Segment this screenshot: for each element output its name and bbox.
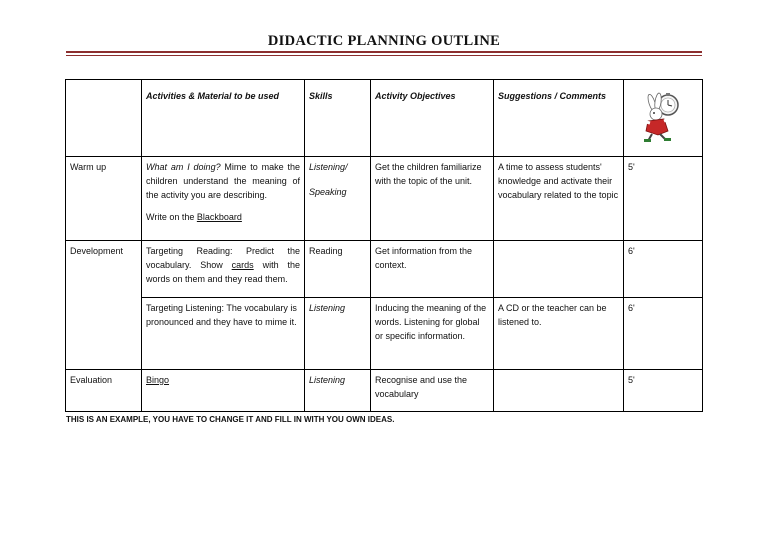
cards-link: cards (231, 260, 254, 270)
activity-cell (142, 241, 305, 298)
activity-text: Targeting Reading: Predict the vocabulary. Show (146, 246, 300, 270)
header-row (66, 80, 703, 157)
stage-label: Evaluation (66, 370, 142, 412)
white-rabbit-clock-icon (638, 91, 688, 143)
time-cell: 5' (624, 157, 703, 241)
time-cell: 6' (624, 298, 703, 370)
page-title: DIDACTIC PLANNING OUTLINE (267, 33, 501, 49)
title-rule-thin (66, 55, 702, 56)
stage-label: Warm up (66, 157, 142, 241)
table-row-development-listening (66, 298, 703, 370)
header-icon-cell (624, 80, 703, 157)
suggestion-cell (494, 241, 624, 298)
objective-cell: Recognise and use the vocabulary (371, 370, 494, 412)
activity-text: Mime to make the children understand the meaning of the activity you are describing. (146, 162, 300, 200)
header-suggestions: Suggestions / Comments (494, 80, 624, 157)
suggestion-cell: A time to assess students' knowledge and activate their vocabulary related to the topic (494, 157, 624, 241)
activity-cell (142, 157, 305, 241)
skills-cell (305, 157, 371, 241)
header-objectives: Activity Objectives (371, 80, 494, 157)
activity-cell: Targeting Listening: The vocabulary is pronounced and they have to mime it. (142, 298, 305, 370)
objective-cell: Get the children familiarize with the topic of the unit. (371, 157, 494, 241)
time-cell: 5' (624, 370, 703, 412)
time-cell: 6' (624, 241, 703, 298)
activity-question: What am I doing? (146, 162, 221, 172)
skill-speaking: Speaking (309, 187, 347, 197)
skills-cell: Reading (305, 241, 371, 298)
suggestion-cell (494, 370, 624, 412)
skills-cell: Listening (305, 298, 371, 370)
blackboard-link: Blackboard (196, 212, 242, 222)
title-rule (66, 51, 702, 53)
header-skills: Skills (305, 80, 371, 157)
header-stage-cell (66, 80, 142, 157)
skill-listening: Listening/ (309, 162, 348, 172)
objective-cell: Inducing the meaning of the words. Listening for global or specific information. (371, 298, 494, 370)
header-activities: Activities & Material to be used (142, 80, 305, 157)
activity-write-text: Write on the (146, 212, 197, 222)
activity-text-end: with the words on them and they read them. (146, 260, 300, 284)
activity-cell: Bingo (142, 370, 305, 412)
table-row-evaluation (66, 370, 703, 412)
skills-cell: Listening (305, 370, 371, 412)
suggestion-cell: A CD or the teacher can be listened to. (494, 298, 624, 370)
table-row-warmup (66, 157, 703, 241)
planning-table (65, 79, 703, 412)
stage-label: Development (66, 241, 142, 370)
objective-cell: Get information from the context. (371, 241, 494, 298)
table-row-development-reading (66, 241, 703, 298)
example-note: THIS IS AN EXAMPLE, YOU HAVE TO CHANGE IT AND FILL IN WITH YOU OWN IDEAS. (66, 415, 395, 424)
activity-write-line (146, 210, 300, 224)
